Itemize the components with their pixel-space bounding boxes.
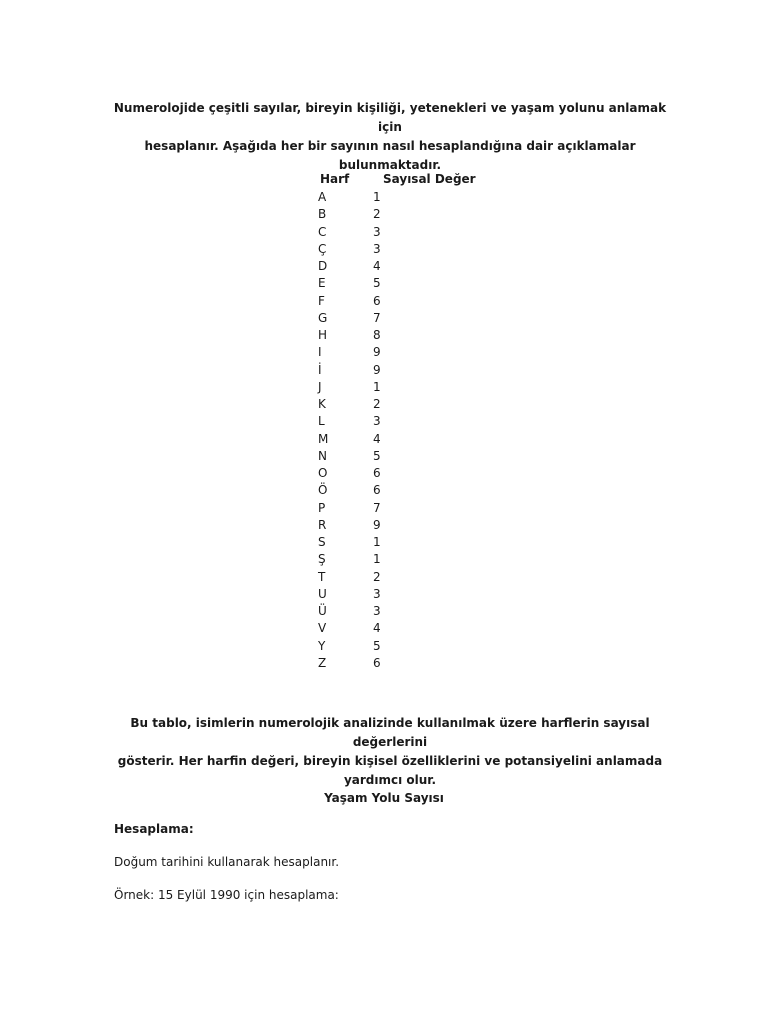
letter-cell: V [318,621,327,636]
letter-cell: Y [318,638,326,653]
value-cell: 6 [373,655,381,670]
value-cell: 6 [373,293,381,308]
value-cell: 9 [373,362,381,377]
intro-paragraph [100,99,680,175]
letter-cell: L [318,414,325,429]
calculation-description: Doğum tarihini kullanarak hesaplanır. [114,855,340,869]
letter-cell: R [318,517,327,532]
letter-cell: P [318,500,326,515]
value-cell: 3 [373,414,381,429]
letter-cell: Ç [318,241,327,256]
letter-cell: S [318,535,326,549]
summary-line-1: Bu tablo, isimlerin numerolojik analizinde kullanılmak üzere harflerin sayısal değerlerini [130,716,650,749]
value-cell: 3 [373,586,381,601]
letter-cell: M [318,431,329,446]
letter-cell: Ü [318,604,327,618]
calculation-example: Örnek: 15 Eylül 1990 için hesaplama: [114,888,339,902]
value-cell: 9 [373,517,381,532]
value-cell: 2 [373,207,381,222]
value-cell: 1 [373,190,381,204]
value-cell: 7 [373,500,381,515]
value-cell: 3 [373,224,381,239]
letter-cell: O [318,466,328,480]
value-cell: 8 [373,328,381,342]
value-cell: 9 [373,345,381,360]
letter-cell: A [318,190,327,204]
value-cell: 5 [373,448,381,463]
value-cell: 4 [373,259,381,273]
letter-cell: T [318,569,326,584]
letter-cell: U [318,586,327,601]
intro-line-2: hesaplanır. Aşağıda her bir sayının nasıl hesaplandığına dair açıklamalar bulunmaktadır. [144,139,636,172]
value-cell: 4 [373,621,381,636]
letter-cell: J [318,379,322,394]
letter-cell: D [318,259,328,273]
value-cell: 2 [373,569,381,584]
letter-cell: F [318,293,325,308]
value-cell: 5 [373,638,381,653]
letter-cell: N [318,448,327,463]
letter-cell: E [318,276,326,291]
header-letter: Harf [320,172,350,186]
value-cell: 2 [373,397,381,411]
value-cell: 1 [373,552,381,567]
letter-cell: Z [318,655,327,670]
intro-line-1: Numerolojide çeşitli sayılar, bireyin kişiliği, yetenekleri ve yaşam yolunu anlamak için [113,101,667,134]
letter-cell: C [318,224,327,239]
value-cell: 1 [373,535,381,549]
header-value: Sayısal Değer [383,172,476,186]
letter-cell: Ş [318,552,326,567]
summary-line-2: gösterir. Her harfin değeri, bireyin kişisel özelliklerini ve potansiyelini anlamada yardımcı olur. [117,754,663,787]
summary-paragraph [100,714,680,790]
value-cell: 3 [373,241,381,256]
letter-cell: Ö [318,483,328,498]
value-cell: 3 [373,604,381,618]
calculation-label: Hesaplama: [114,822,194,836]
value-cell: 7 [373,310,381,325]
value-cell: 4 [373,431,381,446]
letter-cell: İ [318,362,322,377]
letter-cell: I [318,345,322,360]
value-cell: 1 [373,379,381,394]
letter-cell: G [318,310,328,325]
section-title: Yaşam Yolu Sayısı [324,791,444,805]
value-cell: 6 [373,483,381,498]
value-cell: 5 [373,276,381,291]
letter-cell: B [318,207,327,222]
letter-cell: H [318,328,328,342]
letter-cell: K [318,397,326,411]
value-cell: 6 [373,466,381,480]
